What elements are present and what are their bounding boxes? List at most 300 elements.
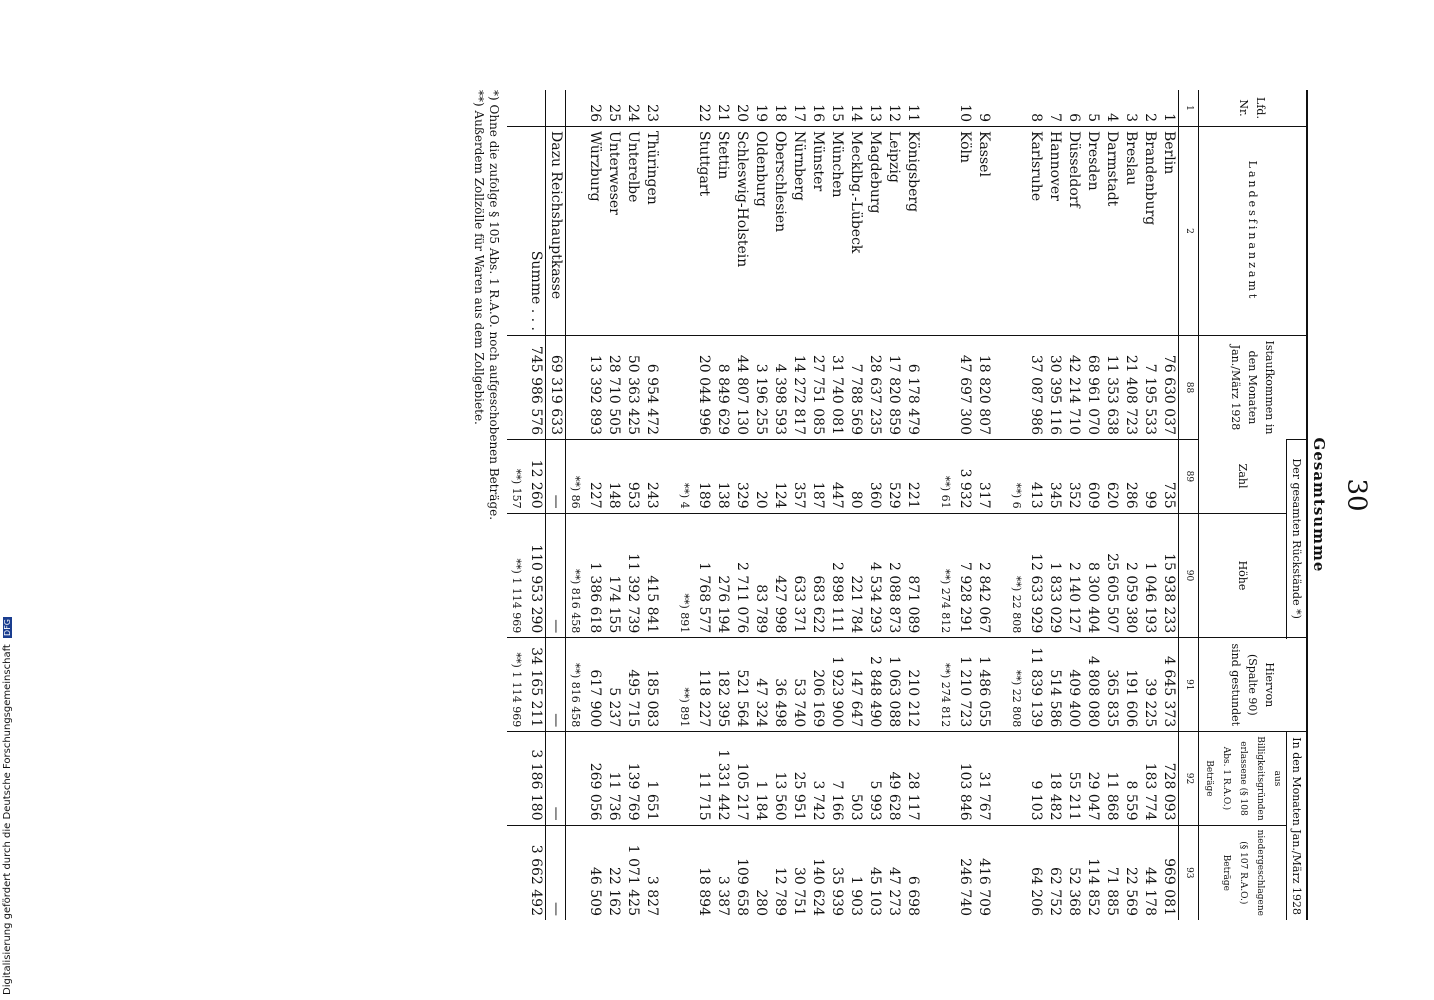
table-cell: Karlsruhe — [1026, 127, 1045, 336]
table-cell: 609 — [1083, 440, 1102, 514]
colnum: 90 — [1179, 513, 1199, 638]
row-gap — [661, 90, 675, 920]
table-subrow — [507, 90, 526, 920]
table-cell: Leipzig — [884, 127, 903, 336]
table-cell: **) 4 — [675, 440, 694, 514]
colnum: 89 — [1179, 440, 1199, 514]
table-row — [846, 90, 865, 920]
table-cell: — — [546, 825, 566, 920]
table-cell — [936, 127, 955, 336]
table-cell: 187 — [808, 440, 827, 514]
table-cell: **) 1 114 969 — [507, 513, 526, 638]
table-cell: 4 645 373 — [1159, 638, 1179, 732]
table-cell: 24 — [625, 104, 641, 122]
credit-text: Digitalisierung gefördert durch die Deutsche Forschungsgemeinschaft — [2, 644, 13, 995]
table-cell: 34 165 211 — [526, 638, 546, 732]
table-cell: 55 211 — [1064, 732, 1083, 825]
table-cell: 12 633 929 — [1026, 513, 1045, 638]
data-table — [507, 90, 1306, 920]
table-row-reichshauptkasse — [546, 90, 566, 920]
table-cell — [936, 90, 955, 127]
section-title: Gesamtsumme — [1306, 90, 1330, 920]
table-cell: 6 178 479 — [903, 336, 922, 440]
colnum: 92 — [1179, 732, 1199, 825]
table-cell — [566, 127, 586, 336]
table-cell: 3 — [1123, 113, 1139, 122]
table-cell — [1007, 90, 1026, 127]
table-cell: 110 953 290 — [526, 513, 546, 638]
table-cell: 14 272 817 — [789, 336, 808, 440]
table-body — [507, 90, 1179, 920]
table-cell: 4 398 593 — [770, 336, 789, 440]
table-cell — [936, 825, 955, 920]
header-zahl: Zahl — [1199, 440, 1287, 514]
table-cell: 329 — [732, 440, 751, 514]
table-subrow — [675, 90, 694, 920]
table-cell: Düsseldorf — [1064, 127, 1083, 336]
footnote-2: **) Außerdem Zollzölle für Waren aus dem Zollgebiete. — [472, 90, 486, 425]
table-cell: Mecklbg.-Lübeck — [846, 127, 865, 336]
table-cell: — — [546, 513, 566, 638]
table-cell: Kassel — [974, 127, 993, 336]
table-cell: 1 486 055 — [974, 638, 993, 732]
table-cell — [566, 732, 586, 825]
table-cell: 1 768 577 — [694, 513, 713, 638]
table-row — [1026, 90, 1045, 920]
header-hoehe: Höhe — [1199, 513, 1287, 638]
table-row — [694, 90, 713, 920]
table-cell: 14 — [848, 104, 864, 122]
colnum: 2 — [1179, 127, 1199, 336]
table-cell: 8 — [1028, 113, 1044, 122]
table-cell — [507, 336, 526, 440]
table-cell: 1 923 900 — [827, 638, 846, 732]
table-cell: 6 — [1066, 113, 1082, 122]
table-cell: **) 816 458 — [566, 513, 586, 638]
row-gap — [993, 90, 1007, 920]
table-cell: 2 848 490 — [865, 638, 884, 732]
table-cell: 521 564 — [732, 638, 751, 732]
table-cell: 1 046 193 — [1140, 513, 1159, 638]
table-cell: 11 868 — [1102, 732, 1121, 825]
table-cell: Unterelbe — [623, 127, 642, 336]
table-cell: 3 827 — [642, 825, 661, 920]
table-cell: 4 808 080 — [1083, 638, 1102, 732]
table-cell: Nürnberg — [789, 127, 808, 336]
table-cell: 2 711 076 — [732, 513, 751, 638]
table-cell: 447 — [827, 440, 846, 514]
table-cell: Unterweser — [604, 127, 623, 336]
table-cell: 64 206 — [1026, 825, 1045, 920]
dfg-logo: DFG — [3, 619, 12, 636]
table-row — [751, 90, 770, 920]
page-number: 30 — [1341, 478, 1372, 512]
table-cell: Thüringen — [642, 127, 661, 336]
table-cell: 28 637 235 — [865, 336, 884, 440]
table-cell: Hannover — [1045, 127, 1064, 336]
table-cell: 11 715 — [694, 732, 713, 825]
table-cell: 10 — [957, 104, 973, 122]
table-cell: 17 — [791, 104, 807, 122]
table-cell: 83 789 — [751, 513, 770, 638]
table-cell: 12 789 — [770, 825, 789, 920]
table-cell: 5 — [1085, 113, 1101, 122]
table-cell: 18 820 807 — [974, 336, 993, 440]
table-cell: 124 — [770, 440, 789, 514]
table-cell: 3 387 — [713, 825, 732, 920]
table-cell: 189 — [694, 440, 713, 514]
table-row — [1140, 90, 1159, 920]
table-cell: 9 103 — [1026, 732, 1045, 825]
table-cell: 191 606 — [1121, 638, 1140, 732]
table-cell: Breslau — [1121, 127, 1140, 336]
table-cell: **) 891 — [675, 513, 694, 638]
table-cell: 243 — [642, 440, 661, 514]
table-cell: 11 — [905, 104, 921, 122]
table-cell: 495 715 — [623, 638, 642, 732]
table-row — [1159, 90, 1179, 920]
table-cell: 20 044 996 — [694, 336, 713, 440]
table-cell: 138 — [713, 440, 732, 514]
table-cell: 80 — [846, 440, 865, 514]
table-cell: 2 842 067 — [974, 513, 993, 638]
table-cell: 620 — [1102, 440, 1121, 514]
table-cell: Summe . . . — [526, 127, 546, 336]
colnum: 93 — [1179, 825, 1199, 920]
table-cell — [566, 90, 586, 127]
table-row — [1064, 90, 1083, 920]
table-cell: 103 846 — [955, 732, 974, 825]
table-cell: 735 — [1159, 440, 1179, 514]
table-cell: 11 736 — [604, 732, 623, 825]
table-cell: 1 833 029 — [1045, 513, 1064, 638]
table-cell — [507, 825, 526, 920]
table-subrow — [566, 90, 586, 920]
table-cell: 99 — [1140, 440, 1159, 514]
table-cell: 1 063 088 — [884, 638, 903, 732]
table-cell: 1 331 442 — [713, 732, 732, 825]
table-cell: 7 166 — [827, 732, 846, 825]
table-cell: 413 — [1026, 440, 1045, 514]
table-cell: 2 140 127 — [1064, 513, 1083, 638]
table-cell: 114 852 — [1083, 825, 1102, 920]
table-cell: 11 839 139 — [1026, 638, 1045, 732]
table-cell: 62 752 — [1045, 825, 1064, 920]
table-cell: 11 392 739 — [623, 513, 642, 638]
rotated-table-container — [125, 90, 1330, 920]
table-cell: Stettin — [713, 127, 732, 336]
table-cell: 35 939 — [827, 825, 846, 920]
table-cell: 69 319 633 — [546, 336, 566, 440]
table-cell: 365 835 — [1102, 638, 1121, 732]
table-cell: 3 742 — [808, 732, 827, 825]
table-cell: 53 740 — [789, 638, 808, 732]
table-cell: 47 697 300 — [955, 336, 974, 440]
colnum: 88 — [1179, 336, 1199, 440]
table-cell: 683 622 — [808, 513, 827, 638]
table-cell: Dresden — [1083, 127, 1102, 336]
table-cell: 19 — [753, 104, 769, 122]
table-cell: 139 769 — [623, 732, 642, 825]
table-cell: 20 — [751, 440, 770, 514]
table-cell: 8 849 629 — [713, 336, 732, 440]
table-row — [884, 90, 903, 920]
table-cell: 21 — [715, 104, 731, 122]
table-cell: Würzburg — [585, 127, 604, 336]
table-cell: 1 651 — [642, 732, 661, 825]
table-cell: 1 184 — [751, 732, 770, 825]
table-cell: 8 300 404 — [1083, 513, 1102, 638]
table-cell: 45 103 — [865, 825, 884, 920]
table-cell: 148 — [604, 440, 623, 514]
table-cell: 25 951 — [789, 732, 808, 825]
table-cell: 31 740 081 — [827, 336, 846, 440]
table-cell: Schleswig-Holstein — [732, 127, 751, 336]
table-cell — [566, 336, 586, 440]
table-row — [623, 90, 642, 920]
table-cell: 12 — [886, 104, 902, 122]
table-cell: 22 162 — [604, 825, 623, 920]
table-cell: 30 751 — [789, 825, 808, 920]
table-row — [955, 90, 974, 920]
table-cell: 2 059 380 — [1121, 513, 1140, 638]
table-row — [1102, 90, 1121, 920]
table-cell: 7 — [1047, 113, 1063, 122]
table-cell: 25 605 507 — [1102, 513, 1121, 638]
table-cell: 22 569 — [1121, 825, 1140, 920]
table-cell: 109 658 — [732, 825, 751, 920]
table-cell: 269 056 — [585, 732, 604, 825]
table-cell: 22 — [696, 104, 712, 122]
table-row — [713, 90, 732, 920]
table-cell: 1 903 — [846, 825, 865, 920]
table-cell — [936, 732, 955, 825]
table-cell: 20 — [734, 104, 750, 122]
colnum: 1 — [1179, 90, 1199, 127]
table-cell: 52 368 — [1064, 825, 1083, 920]
table-cell: 5 993 — [865, 732, 884, 825]
header-niedergeschlagen: niedergeschlagene (§ 107 R.A.O.) Beträge — [1199, 825, 1287, 920]
table-cell: 37 087 986 — [1026, 336, 1045, 440]
table-cell: 514 586 — [1045, 638, 1064, 732]
table-cell: 26 — [587, 104, 603, 122]
table-cell: 50 363 425 — [623, 336, 642, 440]
table-cell: **) 22 808 — [1007, 638, 1026, 732]
table-cell: **) 274 812 — [936, 513, 955, 638]
table-cell: 185 083 — [642, 638, 661, 732]
table-cell: **) 274 812 — [936, 638, 955, 732]
table-cell: 1 071 425 — [623, 825, 642, 920]
table-subrow — [1007, 90, 1026, 920]
table-cell: 5 237 — [604, 638, 623, 732]
table-cell: 280 — [751, 825, 770, 920]
table-cell: 953 — [623, 440, 642, 514]
table-cell: 31 767 — [974, 732, 993, 825]
table-cell: 174 155 — [604, 513, 623, 638]
table-row — [865, 90, 884, 920]
table-cell: Münster — [808, 127, 827, 336]
table-subrow — [936, 90, 955, 920]
table-cell: 529 — [884, 440, 903, 514]
table-cell — [675, 732, 694, 825]
table-row — [827, 90, 846, 920]
table-cell: 4 — [1104, 113, 1120, 122]
table-cell: 46 509 — [585, 825, 604, 920]
table-cell: 15 938 233 — [1159, 513, 1179, 638]
table-cell: 345 — [1045, 440, 1064, 514]
table-cell: **) 22 808 — [1007, 513, 1026, 638]
table-cell: Dazu Reichshauptkasse — [546, 127, 566, 336]
table-cell: 206 169 — [808, 638, 827, 732]
header-istaufkommen: Istaufkommen in den Monaten Jan./März 1928 — [1199, 336, 1307, 440]
header-nr: Lfd. Nr. — [1199, 90, 1307, 127]
table-cell: 617 900 — [585, 638, 604, 732]
table-cell: 182 395 — [713, 638, 732, 732]
table-cell: 6 954 472 — [642, 336, 661, 440]
table-cell: 9 — [976, 113, 992, 122]
table-cell: 7 928 291 — [955, 513, 974, 638]
table-cell: 1 210 723 — [955, 638, 974, 732]
table-cell: 221 784 — [846, 513, 865, 638]
table-cell: 18 482 — [1045, 732, 1064, 825]
table-cell: München — [827, 127, 846, 336]
table-cell: 2 898 111 — [827, 513, 846, 638]
table-cell: 728 093 — [1159, 732, 1179, 825]
table-cell: 118 227 — [694, 638, 713, 732]
table-cell — [675, 336, 694, 440]
table-cell: 28 117 — [903, 732, 922, 825]
table-cell: 745 986 576 — [526, 336, 546, 440]
table-row — [642, 90, 661, 920]
table-cell: 105 217 — [732, 732, 751, 825]
table-cell: 27 751 085 — [808, 336, 827, 440]
footnotes — [471, 90, 501, 920]
table-row — [1121, 90, 1140, 920]
row-gap — [922, 90, 936, 920]
table-cell: Königsberg — [903, 127, 922, 336]
table-cell: 25 — [606, 104, 622, 122]
table-cell — [675, 127, 694, 336]
table-row-summe — [526, 90, 546, 920]
table-cell: 2 088 873 — [884, 513, 903, 638]
table-cell: 11 353 638 — [1102, 336, 1121, 440]
table-cell: Brandenburg — [1140, 127, 1159, 336]
table-cell: 415 841 — [642, 513, 661, 638]
table-cell: 2 — [1142, 113, 1158, 122]
table-cell — [507, 732, 526, 825]
table-cell: — — [546, 638, 566, 732]
table-cell: 49 628 — [884, 732, 903, 825]
header-group-erlass: In den Monaten Jan./März 1928 — [1287, 732, 1307, 920]
table-cell: 7 195 533 — [1140, 336, 1159, 440]
table-cell: 13 560 — [770, 732, 789, 825]
header-group-rueckstaende: Der gesamten Rückstände *) — [1287, 440, 1307, 638]
table-cell: 416 709 — [974, 825, 993, 920]
table-cell: 3 932 — [955, 440, 974, 514]
table-cell — [526, 90, 546, 127]
table-cell: 147 647 — [846, 638, 865, 732]
table-cell: 246 740 — [955, 825, 974, 920]
table-cell: **) 6 — [1007, 440, 1026, 514]
table-cell: 286 — [1121, 440, 1140, 514]
table-cell — [566, 825, 586, 920]
table-cell: 360 — [865, 440, 884, 514]
table-cell: 1 — [1161, 113, 1177, 122]
table-cell — [675, 825, 694, 920]
table-row — [974, 90, 993, 920]
table-cell: 969 081 — [1159, 825, 1179, 920]
table-cell: 1 386 618 — [585, 513, 604, 638]
table-cell: **) 1 114 969 — [507, 638, 526, 732]
header-erlassen: aus Billigkeitsgründen erlassene (§ 108 Abs. 1 R.A.O.) Beträge — [1199, 732, 1287, 825]
table-cell: 4 534 293 — [865, 513, 884, 638]
table-cell: 18 — [772, 104, 788, 122]
table-cell: 227 — [585, 440, 604, 514]
table-cell: 3 186 180 — [526, 732, 546, 825]
table-row — [604, 90, 623, 920]
table-cell: 36 498 — [770, 638, 789, 732]
table-row — [585, 90, 604, 920]
table-cell: 44 807 130 — [732, 336, 751, 440]
table-row — [808, 90, 827, 920]
table-cell: Magdeburg — [865, 127, 884, 336]
table-cell: — — [546, 440, 566, 514]
table-cell: 13 — [867, 104, 883, 122]
table-cell: 12 260 — [526, 440, 546, 514]
table-cell: 427 998 — [770, 513, 789, 638]
table-row — [1083, 90, 1102, 920]
table-cell — [1007, 732, 1026, 825]
table-cell: 42 214 710 — [1064, 336, 1083, 440]
table-cell: 76 630 037 — [1159, 336, 1179, 440]
table-cell: 47 324 — [751, 638, 770, 732]
table-cell — [546, 90, 566, 127]
table-cell: — — [546, 732, 566, 825]
table-cell: Oldenburg — [751, 127, 770, 336]
table-cell: 503 — [846, 732, 865, 825]
table-cell: 71 885 — [1102, 825, 1121, 920]
table-cell: 210 212 — [903, 638, 922, 732]
table-cell: 15 — [829, 104, 845, 122]
table-cell — [1007, 336, 1026, 440]
table-cell: 6 698 — [903, 825, 922, 920]
table-cell — [936, 336, 955, 440]
table-cell: **) 61 — [936, 440, 955, 514]
table-cell: Köln — [955, 127, 974, 336]
table-cell: 7 788 569 — [846, 336, 865, 440]
table-cell: 29 047 — [1083, 732, 1102, 825]
header-gestundet: Hiervon (Spalte 90) sind gestundet — [1199, 638, 1307, 732]
credit-line — [2, 617, 13, 995]
table-cell: 44 178 — [1140, 825, 1159, 920]
table-cell: 16 — [810, 104, 826, 122]
table-cell: 871 089 — [903, 513, 922, 638]
table-cell — [507, 90, 526, 127]
table-cell: 633 371 — [789, 513, 808, 638]
table-cell: **) 891 — [675, 638, 694, 732]
table-cell — [1007, 825, 1026, 920]
table-cell: 317 — [974, 440, 993, 514]
table-row — [732, 90, 751, 920]
table-cell: 68 961 070 — [1083, 336, 1102, 440]
table-cell: 140 624 — [808, 825, 827, 920]
table-cell: **) 157 — [507, 440, 526, 514]
table-cell: 3 662 492 — [526, 825, 546, 920]
table-cell: Stuttgart — [694, 127, 713, 336]
footnote-1: *) Ohne die zufolge § 105 Abs. 1 R.A.O. noch aufgeschobenen Beträge. — [487, 90, 501, 521]
table-cell: 3 196 255 — [751, 336, 770, 440]
colnum: 91 — [1179, 638, 1199, 732]
